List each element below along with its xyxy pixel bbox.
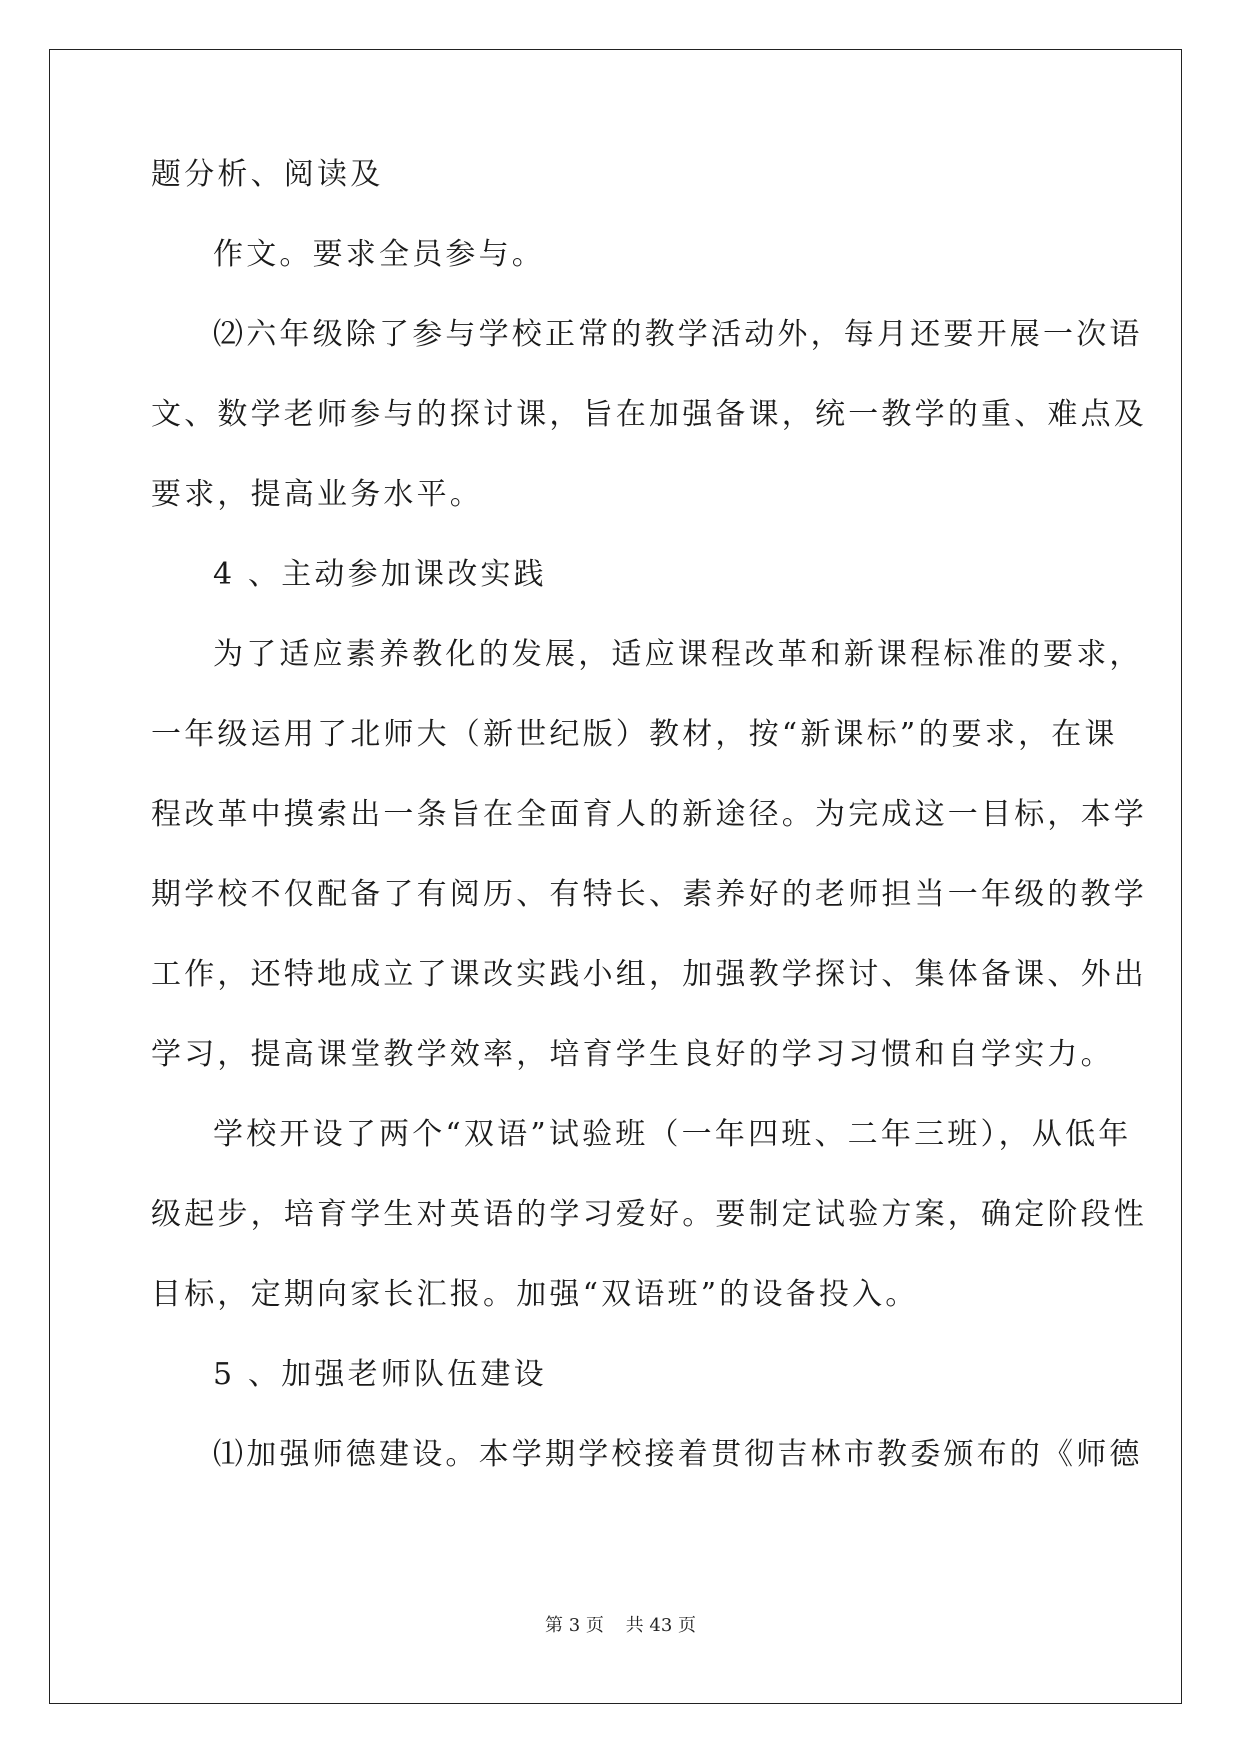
text-line: 目标，定期向家长汇报。加强“双语班”的设备投入。 [151, 1277, 919, 1312]
page-total: 共 43 页 [625, 1615, 696, 1636]
text-line: 为了适应素养教化的发展，适应课程改革和新课程标准的要求， [213, 637, 1143, 672]
text-line: 作文。要求全员参与。 [213, 237, 545, 272]
text-line: 期学校不仅配备了有阅历、有特长、素养好的老师担当一年级的教学 [151, 877, 1147, 912]
text-line: ⑴加强师德建设。本学期学校接着贯彻吉林市教委颁布的《师德 [213, 1437, 1143, 1472]
text-line: 学校开设了两个“双语”试验班（一年四班、二年三班），从低年 [213, 1117, 1132, 1152]
text-line: 级起步，培育学生对英语的学习爱好。要制定试验方案，确定阶段性 [151, 1197, 1147, 1232]
page-number: 第 3 页 [545, 1615, 604, 1636]
text-line: 工作，还特地成立了课改实践小组，加强教学探讨、集体备课、外出 [151, 957, 1147, 992]
text-line: ⑵六年级除了参与学校正常的教学活动外，每月还要开展一次语 [213, 317, 1143, 352]
text-line: 学习，提高课堂教学效率，培育学生良好的学习习惯和自学实力。 [151, 1037, 1114, 1072]
document-body [151, 157, 1147, 1520]
section-heading: 5 、加强老师队伍建设 [213, 1357, 547, 1392]
text-line: 文、数学老师参与的探讨课，旨在加强备课，统一教学的重、难点及 [151, 397, 1147, 432]
text-line: 一年级运用了北师大（新世纪版）教材，按“新课标”的要求，在课 [151, 717, 1118, 752]
text-line: 题分析、阅读及 [151, 157, 384, 192]
text-line: 程改革中摸索出一条旨在全面育人的新途径。为完成这一目标，本学 [151, 797, 1147, 832]
page-footer [0, 1611, 1241, 1637]
section-heading: 4 、主动参加课改实践 [213, 557, 547, 592]
text-line: 要求，提高业务水平。 [151, 477, 483, 512]
